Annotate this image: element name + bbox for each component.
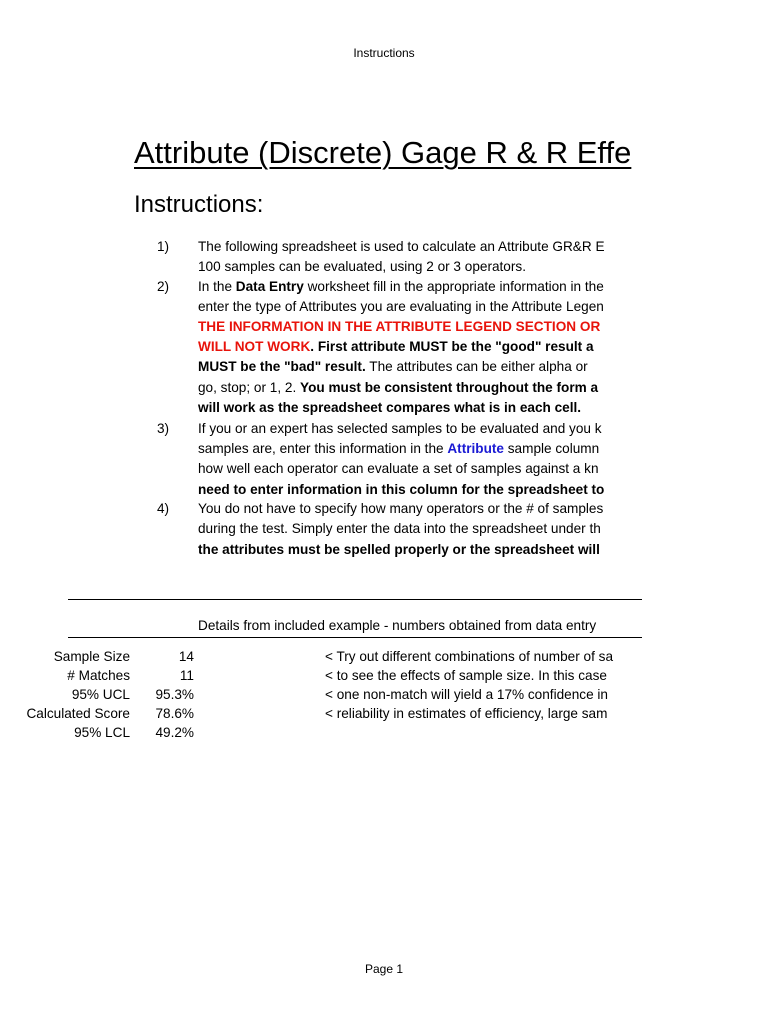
row-note: < reliability in estimates of efficiency, large sam — [325, 706, 608, 721]
row-note: < Try out different combinations of number of sa — [325, 649, 614, 664]
instruction-line — [198, 439, 599, 459]
instruction-line — [198, 277, 604, 297]
item-number: 4) — [157, 501, 170, 516]
instruction-line: will work as the spreadsheet compares what is in each cell. — [198, 400, 582, 415]
instruction-line: If you or an expert has selected samples to be evaluated and you k — [198, 421, 602, 436]
text: samples are, enter this information in the — [198, 441, 448, 456]
instruction-line: need to enter information in this column for the spreadsheet to — [198, 482, 605, 497]
page-header: Instructions — [353, 46, 415, 60]
worksheet-name: Data Entry — [235, 279, 304, 294]
row-label: 95% UCL — [71, 687, 130, 702]
text: In the — [198, 279, 236, 294]
row-label: Sample Size — [53, 649, 130, 664]
instruction-line: You do not have to specify how many operators or the # of samples — [198, 501, 604, 516]
warning-text: WILL NOT WORK — [198, 339, 311, 354]
warning-line: THE INFORMATION IN THE ATTRIBUTE LEGEND SECTION OR — [198, 319, 601, 334]
instruction-line: The following spreadsheet is used to calculate an Attribute GR&R E — [198, 239, 605, 254]
section-heading: Instructions: — [134, 191, 264, 218]
instruction-line — [198, 378, 598, 398]
item-number: 2) — [157, 279, 170, 294]
row-value: 78.6% — [155, 706, 194, 721]
instruction-line — [198, 357, 588, 377]
instruction-line: enter the type of Attributes you are evaluating in the Attribute Legen — [198, 299, 604, 314]
text: . First attribute MUST be the "good" result a — [310, 339, 594, 354]
row-note: < one non-match will yield a 17% confidence in — [325, 687, 608, 702]
instruction-line: how well each operator can evaluate a set of samples against a kn — [198, 461, 599, 476]
page-footer: Page 1 — [364, 962, 404, 976]
row-label: # Matches — [67, 668, 130, 683]
attribute-keyword: Attribute — [447, 441, 504, 456]
details-caption: Details from included example - numbers obtained from data entry — [198, 618, 597, 633]
text: sample column — [503, 441, 600, 456]
divider — [68, 599, 642, 600]
text: worksheet fill in the appropriate information in the — [303, 279, 604, 294]
row-value: 14 — [178, 649, 194, 664]
row-value: 95.3% — [155, 687, 194, 702]
row-note: < to see the effects of sample size. In this case — [325, 668, 607, 683]
document-title: Attribute (Discrete) Gage R & R Effe — [134, 135, 632, 170]
item-number: 3) — [157, 421, 170, 436]
divider — [68, 637, 642, 638]
text: The attributes can be either alpha or — [365, 359, 588, 374]
instruction-line: during the test. Simply enter the data into the spreadsheet under th — [198, 521, 601, 536]
text: You must be consistent throughout the form a — [300, 380, 599, 395]
row-value: 11 — [179, 668, 194, 683]
row-value: 49.2% — [155, 725, 194, 740]
row-label: 95% LCL — [74, 725, 130, 740]
text: go, stop; or 1, 2. — [198, 380, 301, 395]
text: MUST be the "bad" result. — [198, 359, 366, 374]
instruction-line: the attributes must be spelled properly or the spreadsheet will — [198, 542, 600, 557]
row-label: Calculated Score — [26, 706, 130, 721]
item-number: 1) — [157, 239, 170, 254]
instruction-line — [198, 337, 594, 357]
instruction-line: 100 samples can be evaluated, using 2 or 3 operators. — [198, 259, 526, 274]
